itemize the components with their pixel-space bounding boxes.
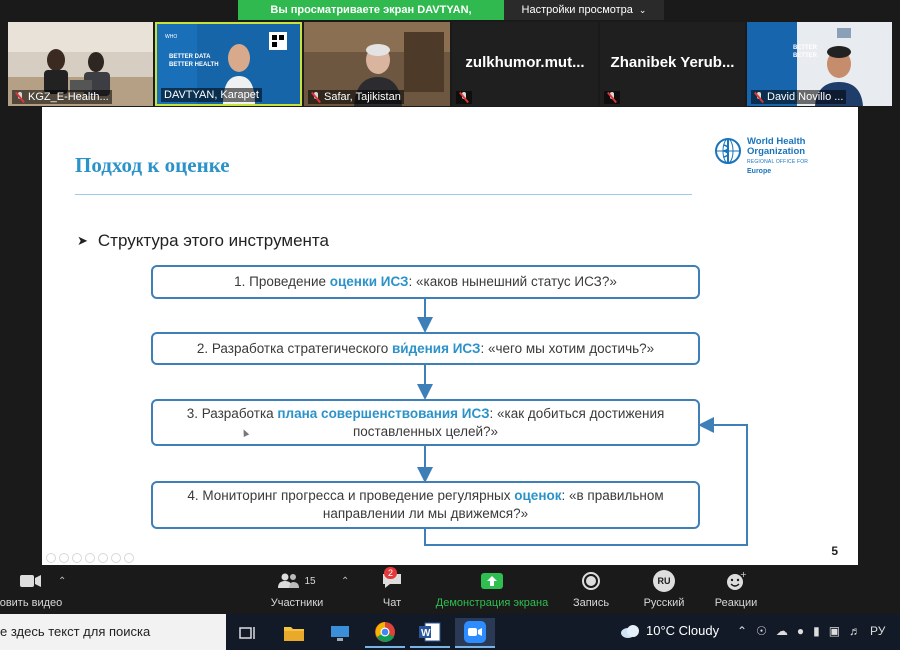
chat-button[interactable]: 2 Чат [382,568,402,609]
slide-page-number: 5 [831,544,838,558]
participant-tile[interactable] [600,22,745,106]
input-language-indicator[interactable]: РУ [870,624,886,638]
participants-options-chevron-icon[interactable]: ⌃ [341,576,350,587]
task-view-icon [239,625,257,641]
microphone-icon[interactable]: ● [796,624,805,638]
onedrive-cloud-icon[interactable]: ☁ [775,624,788,638]
flow-step-1: 1. Проведение оценки ИСЗ: «каков нынешний статус ИСЗ?» [151,265,700,299]
viewing-screen-label: Вы просматриваете экран DAVTYAN, [238,0,504,20]
grid-icon[interactable] [111,553,121,563]
share-banner [238,0,664,20]
network-icon[interactable]: ▣ [828,624,841,638]
view-settings-label: Настройки просмотра [521,4,633,16]
file-explorer-button[interactable] [274,618,314,648]
mic-muted-icon [15,92,25,103]
participant-display-name: zulkhumor.mut... [465,54,585,71]
share-screen-icon [481,573,503,589]
monitor-app-icon [329,624,351,642]
chrome-icon [374,621,396,643]
participant-tile-active-speaker[interactable] [155,22,302,106]
volume-icon[interactable]: ♬ [849,624,862,638]
participants-count: 15 [304,575,316,587]
battery-icon[interactable]: ▮ [813,624,820,638]
participant-tile[interactable] [452,22,598,106]
remote-desktop-button[interactable] [320,618,360,648]
pen-icon[interactable] [72,553,82,563]
taskbar-search-input[interactable]: е здесь текст для поиска [0,614,226,650]
vpn-icon[interactable]: ☉ [756,624,767,638]
nav-prev-icon[interactable] [46,553,56,563]
share-screen-button[interactable]: Демонстрация экрана [432,570,552,609]
start-video-button[interactable]: овить видео [0,570,68,609]
mic-muted-icon [754,92,764,103]
zoom-app-icon [464,621,486,643]
zoom-icon[interactable] [98,553,108,563]
slide-nav-controls[interactable] [46,553,134,563]
interpretation-language-button[interactable]: RU Русский [638,570,690,609]
view-settings-button[interactable] [504,0,664,20]
video-options-chevron-icon[interactable]: ⌃ [58,576,67,587]
shared-slide [42,107,858,565]
zoom-app-button[interactable] [455,618,495,648]
flow-step-4: 4. Мониторинг прогресса и проведение регулярных оценок: «в правильном направлении ли мы движемся?» [151,481,700,529]
svg-text:BETTER DATA: BETTER DATA [169,54,211,60]
participant-display-name: Zhanibek Yerub... [610,54,735,71]
participant-name: David Novillo ... [751,90,846,104]
participant-tile[interactable] [304,22,450,106]
svg-text:BETTER: BETTER [793,45,817,51]
pointer-icon[interactable] [85,553,95,563]
chrome-button[interactable] [365,618,405,648]
participants-button[interactable]: 15 Участники [266,570,328,609]
svg-text:BETTER: BETTER [793,53,817,59]
smiley-plus-icon [726,571,746,591]
mic-muted-icon [311,92,321,103]
chat-unread-badge: 2 [384,567,397,579]
weather-widget[interactable]: 10°C Cloudy [620,623,719,638]
svg-text:+: + [740,570,747,579]
participant-strip [0,22,900,106]
cloud-icon [620,624,640,638]
participant-tile[interactable] [747,22,892,106]
bullet-text: Структура этого инструмента [97,231,329,250]
participant-tile[interactable] [8,22,153,106]
reactions-button[interactable]: + Реакции [714,570,758,609]
mic-muted-icon [607,92,617,103]
mic-muted-icon [459,92,469,103]
svg-text:W: W [421,628,431,639]
participants-icon [278,573,300,589]
word-button[interactable] [410,618,450,648]
who-wordmark: World Health Organization REGIONAL OFFICE FOR Europe [747,136,809,175]
word-icon [419,622,441,642]
nav-next-icon[interactable] [59,553,69,563]
participant-name: DAVTYAN, Karapet [161,88,262,102]
system-tray [737,624,885,638]
folder-icon [283,624,305,642]
flow-step-3: 3. Разработка плана совершенствования ИСЗ: «как добиться достижения поставленных целей?» [151,399,700,446]
participant-name [456,91,472,104]
windows-taskbar [0,614,900,650]
participant-name: Safar, Tajikistan [308,90,404,104]
task-view-button[interactable] [228,618,268,648]
svg-text:WHO: WHO [165,34,178,40]
arrow-bullet-icon: ➤ [77,233,88,248]
participant-name [604,91,620,104]
globe-language-icon: RU [653,570,675,592]
record-button[interactable]: Запись [566,570,616,609]
flow-step-2: 2. Разработка стратегического ви́дения ИСЗ: «чего мы хотим достичь?» [151,332,700,365]
record-icon [581,571,601,591]
tray-overflow-chevron-icon[interactable]: ⌃ [737,624,748,638]
participant-name: KGZ_E-Health... [12,90,112,104]
slide-title: Подход к оценке [75,153,230,177]
chevron-down-icon: ⌄ [638,5,647,15]
more-icon[interactable] [124,553,134,563]
meeting-toolbar [0,566,900,614]
svg-text:BETTER HEALTH: BETTER HEALTH [169,62,219,68]
